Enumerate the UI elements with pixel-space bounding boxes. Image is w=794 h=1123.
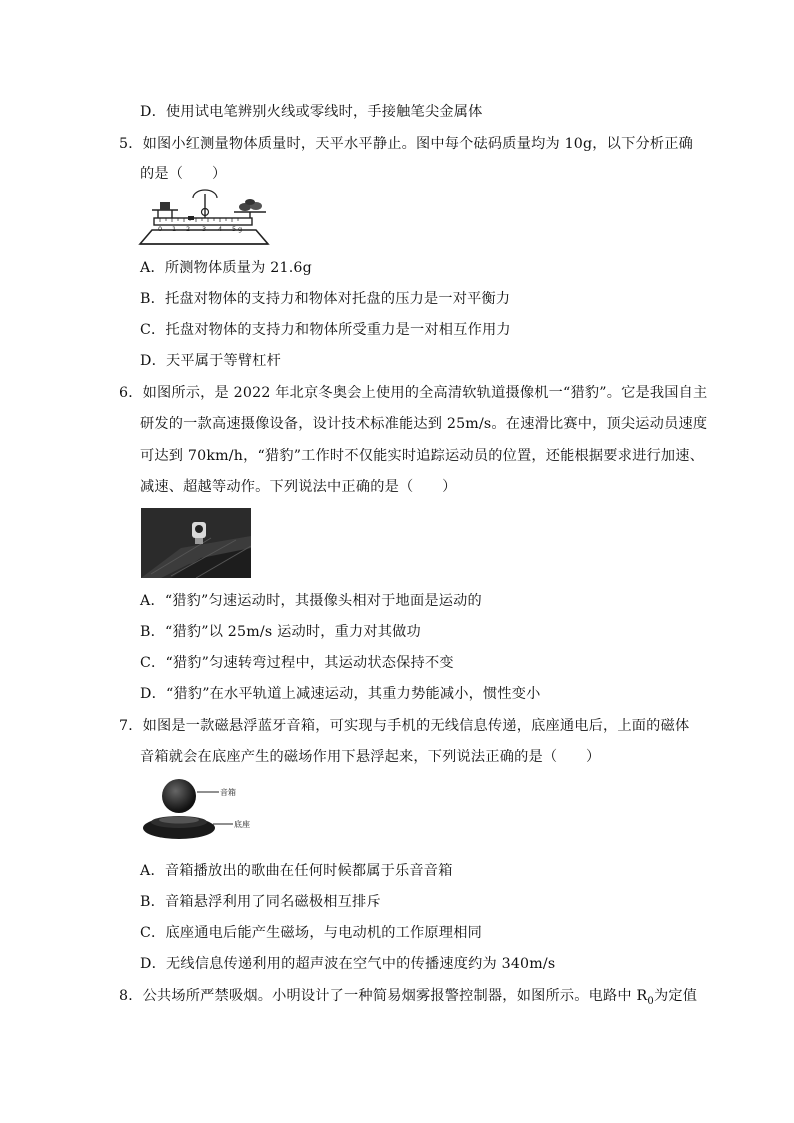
q7-option-a: A．音箱播放出的歌曲在任何时候都属于乐音音箱 [140,863,453,879]
q6-option-d: D．“猎豹”在水平轨道上减速运动，其重力势能减小，惯性变小 [140,686,541,702]
q6-stem-line2: 研发的一款高速摄像设备，设计技术标准能达到 25m/s。在速滑比赛中，顶尖运动员速度 [140,416,708,432]
rider-marker [188,216,194,220]
label-speaker: 音箱 [220,788,236,797]
scale-tick-4: 4 [218,225,223,233]
q6-camera-photo [141,508,251,578]
q6-option-b: B．“猎豹”以 25m/s 运动时，重力对其做功 [140,624,421,640]
scale-tick-1: 1 [172,225,177,233]
scale-tick-3: 3 [202,225,207,233]
q6-option-c: C．“猎豹”匀速转弯过程中，其运动状态保持不变 [140,655,454,671]
q8-subscript: 0 [647,995,654,1007]
q5-option-a: A．所测物体质量为 21.6g [140,260,312,276]
q8-stem-line1 [119,986,697,1012]
q6-stem-line1: 6．如图所示，是 2022 年北京冬奥会上使用的全高清软轨道摄像机一“猎豹”。它是我国自主 [119,385,708,401]
q6-stem-line4: 减速、超越等动作。下列说法中正确的是（ ） [140,479,457,495]
scale-tick-0: 0 [158,225,163,233]
q8-stem-tail: 为定值 [653,988,698,1004]
q6-stem-line3: 可达到 70km/h，“猎豹”工作时不仅能实时追踪运动员的位置，还能根据要求进行加速、 [140,448,705,464]
q5-stem-line2: 的是（ ） [140,166,227,182]
q7-speaker-figure [141,778,271,844]
q6-option-a: A．“猎豹”匀速运动时，其摄像头相对于地面是运动的 [140,593,482,609]
q7-stem-line2: 音箱就会在底座产生的磁场作用下悬浮起来，下列说法正确的是（ ） [140,749,601,765]
q7-option-d: D．无线信息传递利用的超声波在空气中的传播速度约为 340m/s [140,956,556,972]
q7-option-b: B．音箱悬浮利用了同名磁极相互排斥 [140,894,381,910]
q4-option-d: D．使用试电笔辨别火线或零线时，手接触笔尖金属体 [140,104,483,120]
q5-stem-line1: 5．如图小红测量物体质量时，天平水平静止。图中每个砝码质量均为 10g，以下分析正确 [119,136,694,152]
q5-option-c: C．托盘对物体的支持力和物体所受重力是一对相互作用力 [140,322,511,338]
scale-tick-2: 2 [186,225,191,233]
q8-stem-text: 8．公共场所严禁吸烟。小明设计了一种简易烟雾报警控制器，如图所示。电路中 R [119,988,648,1004]
q7-option-c: C．底座通电后能产生磁场，与电动机的工作原理相同 [140,925,482,941]
scale-unit: g [238,225,243,233]
q7-stem-line1: 7．如图是一款磁悬浮蓝牙音箱，可实现与手机的无线信息传递，底座通电后，上面的磁体 [119,718,690,734]
speaker-ball [162,779,196,813]
label-base: 底座 [234,820,250,829]
q5-option-d: D．天平属于等臂杠杆 [140,353,282,369]
q5-option-b: B．托盘对物体的支持力和物体对托盘的压力是一对平衡力 [140,291,511,307]
q5-balance-figure [138,188,270,246]
scale-tick-5: 5 [232,225,237,233]
